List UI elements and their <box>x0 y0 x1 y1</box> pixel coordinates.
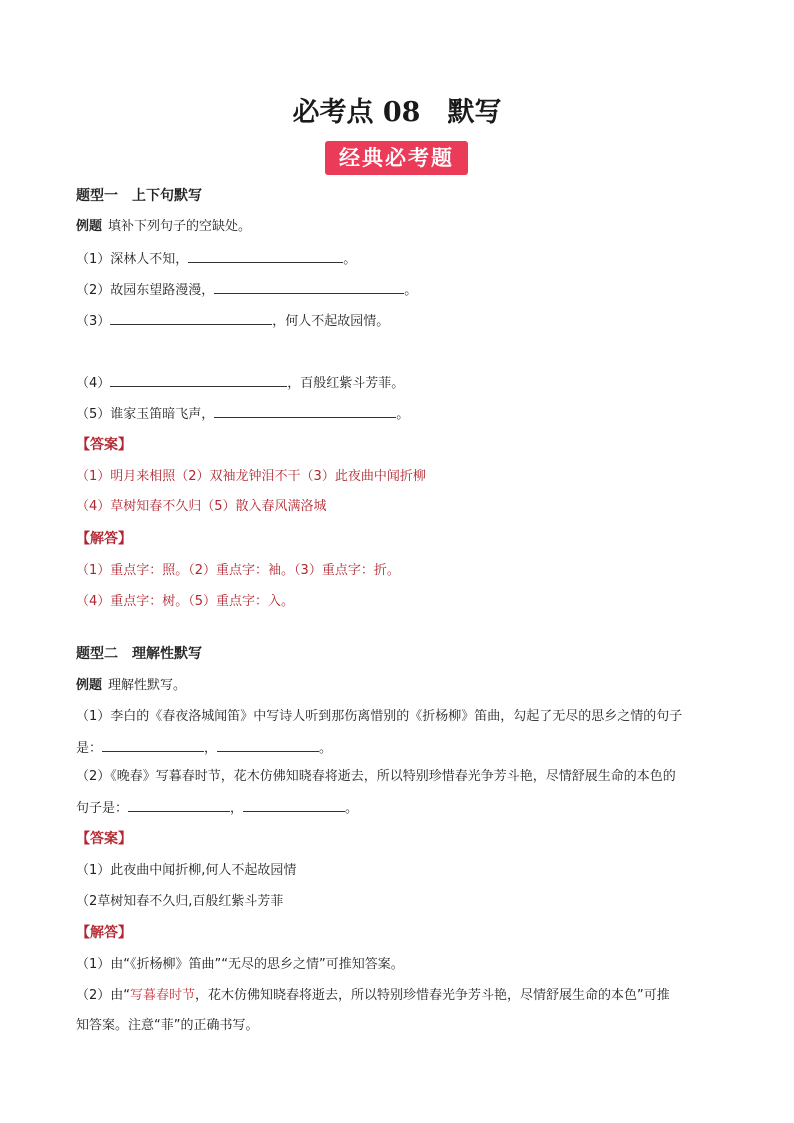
question-text: ， <box>204 741 218 756</box>
section1-heading: 题型一 上下句默写 <box>76 188 202 204</box>
explain-label: 【解答】 <box>76 925 132 941</box>
explain-text: （2）由“ <box>76 988 131 1003</box>
section2-example <box>76 677 186 695</box>
question-text: 。 <box>343 252 357 267</box>
answer-line: （2草树知春不久归,百般红紫斗芳菲 <box>76 894 284 909</box>
question-2-line: （2）《晚春》写暮春时节，花木仿佛知晓春将逝去，所以特别珍惜春光争芳斗艳，尽情舒展生命的本色的 <box>76 769 676 784</box>
question-1 <box>76 250 356 269</box>
example-label: 例题 <box>76 219 103 234</box>
question-text: 。 <box>396 407 410 422</box>
question-text: （3） <box>76 314 111 329</box>
answer-blank <box>110 312 272 325</box>
explain-line <box>76 987 670 1005</box>
highlighted-quote: 写暮春时节 <box>130 988 196 1003</box>
answer-blank <box>102 739 204 752</box>
question-text: （4） <box>76 376 111 391</box>
question-text: 。 <box>319 741 333 756</box>
question-text: （2）故园东望路漫漫， <box>76 283 215 298</box>
question-4 <box>76 374 404 393</box>
example-text: 填补下列句子的空缺处。 <box>108 219 252 234</box>
example-label: 例题 <box>76 678 103 693</box>
question-3 <box>76 312 389 331</box>
question-text: ，百般红紫斗芳菲。 <box>287 376 405 391</box>
explain-line: （4）重点字：树。（5）重点字：入。 <box>76 594 295 609</box>
explain-label: 【解答】 <box>76 531 132 547</box>
answer-blank <box>128 799 230 812</box>
question-text: （5）谁家玉笛暗飞声， <box>76 407 215 422</box>
explain-line: （1）重点字：照。（2）重点字：袖。（3）重点字：折。 <box>76 563 400 578</box>
answer-line: （1）此夜曲中闻折柳,何人不起故园情 <box>76 863 297 878</box>
question-text: ， <box>230 801 244 816</box>
section2-heading: 题型二 理解性默写 <box>76 646 202 662</box>
answer-blank <box>243 799 345 812</box>
answer-blank <box>188 250 343 263</box>
question-5 <box>76 405 409 424</box>
question-text: 。 <box>345 801 359 816</box>
section1-example <box>76 218 251 236</box>
explain-line: （1）由“《折杨柳》笛曲”“无尽的思乡之情”可推知答案。 <box>76 957 404 972</box>
question-text: 句子是： <box>76 801 129 816</box>
answer-blank <box>214 281 404 294</box>
question-1-answer-line <box>76 739 332 758</box>
classic-question-badge: 经典必考题 <box>325 141 468 175</box>
answer-label: 【答案】 <box>76 437 132 453</box>
answer-blank <box>110 374 287 387</box>
answer-label: 【答案】 <box>76 831 132 847</box>
explain-line: 知答案。注意“菲”的正确书写。 <box>76 1018 259 1033</box>
question-2-answer-line <box>76 799 358 818</box>
page-title: 必考点 08 默写 <box>292 97 502 128</box>
question-text: （1）深林人不知， <box>76 252 189 267</box>
answer-line: （4）草树知春不久归（5）散入春风满洛城 <box>76 499 327 514</box>
question-text: 是： <box>76 741 103 756</box>
answer-blank <box>214 405 396 418</box>
question-text: 。 <box>404 283 418 298</box>
example-text: 理解性默写。 <box>108 678 187 693</box>
answer-line: （1）明月来相照（2）双袖龙钟泪不干（3）此夜曲中闻折柳 <box>76 469 426 484</box>
explain-text: ，花木仿佛知晓春将逝去，所以特别珍惜春光争芳斗艳，尽情舒展生命的本色”可推 <box>195 988 670 1003</box>
question-text: ，何人不起故园情。 <box>272 314 390 329</box>
answer-blank <box>217 739 319 752</box>
question-1-line: （1）李白的《春夜洛城闻笛》中写诗人听到那伤离惜别的《折杨柳》笛曲，勾起了无尽的思乡之情的句子 <box>76 709 683 724</box>
question-2 <box>76 281 417 300</box>
